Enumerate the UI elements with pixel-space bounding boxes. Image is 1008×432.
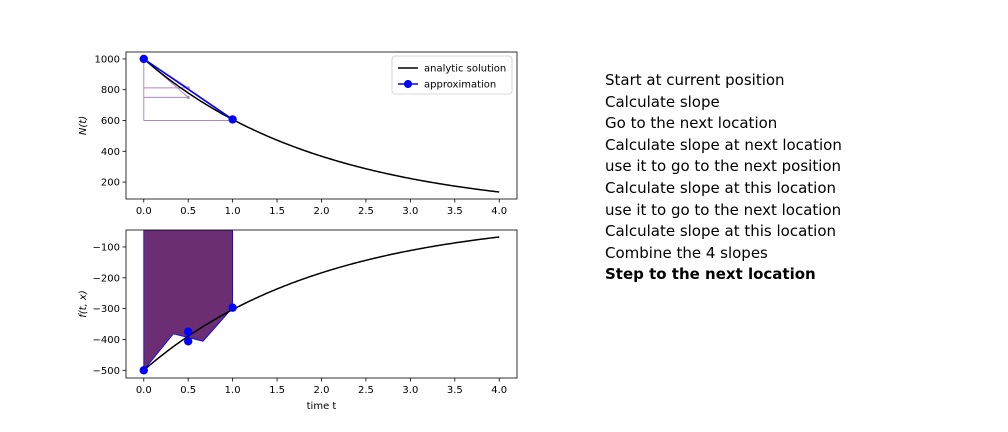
step-item: Calculate slope [605,92,720,111]
x-tick-label: 0.5 [180,206,197,217]
legend [392,56,512,94]
step-item: Calculate slope at next location [605,135,842,154]
plot-area [140,230,500,374]
y-tick-label: −500 [92,365,120,377]
x-tick-label: 0.5 [180,385,197,396]
approximation-point [228,304,236,312]
approximation-point [184,337,192,345]
y-axis-label: f(t, x) [78,290,89,318]
x-axis-label: time t [306,401,337,412]
y-tick-label: 800 [100,85,120,97]
x-tick-label: 1.0 [224,206,241,217]
x-tick-label: 0.0 [135,206,152,217]
y-tick-label: 600 [100,115,120,127]
step-item: Start at current position [605,71,785,89]
x-tick-label: 2.0 [313,206,330,217]
x-tick-label: 4.0 [491,206,508,217]
legend-label-approximation: approximation [424,79,497,91]
x-tick-label: 2.5 [357,206,374,217]
algorithm-steps-list [605,70,842,286]
x-tick-label: 1.5 [269,385,286,396]
x-tick-label: 1.5 [269,206,286,217]
y-tick-label: 200 [100,177,120,189]
y-tick-label: −100 [92,242,120,254]
population-plot [78,52,517,217]
step-item: use it to go to the next position [605,157,842,176]
approximation-point [140,366,148,374]
y-tick-label: 400 [100,146,120,158]
y-tick-label: −400 [92,334,120,346]
x-tick-label: 3.5 [446,206,463,217]
step-item: Calculate slope at this location [605,178,836,197]
x-tick-label: 0.0 [135,385,152,396]
approximation-point [228,115,236,123]
x-tick-label: 3.0 [402,206,419,217]
step-item: Combine the 4 slopes [605,243,768,262]
slope-fill-region [144,230,233,370]
step-item: Go to the next location [605,114,778,133]
x-tick-label: 4.0 [491,385,508,396]
approximation-line [144,59,233,119]
legend-marker-approximation [404,80,412,88]
step-item: use it to go to the next location [605,200,842,219]
x-tick-label: 3.5 [446,385,463,396]
y-tick-label: −300 [92,304,120,316]
legend-label-analytic: analytic solution [424,63,507,75]
y-tick-label: 1000 [94,54,120,66]
y-axis-label: N(t) [78,115,89,136]
x-tick-label: 3.0 [402,385,419,396]
approximation-point [140,55,148,63]
step-item: Calculate slope at this location [605,222,836,241]
y-tick-label: −200 [92,273,120,285]
x-tick-label: 2.5 [357,385,374,396]
slope-guide-point [187,96,190,99]
x-tick-label: 1.0 [224,385,241,396]
rate-plot [78,230,517,412]
step-item: Step to the next location [605,265,816,284]
x-tick-label: 2.0 [313,385,330,396]
approximation-point [184,328,192,336]
